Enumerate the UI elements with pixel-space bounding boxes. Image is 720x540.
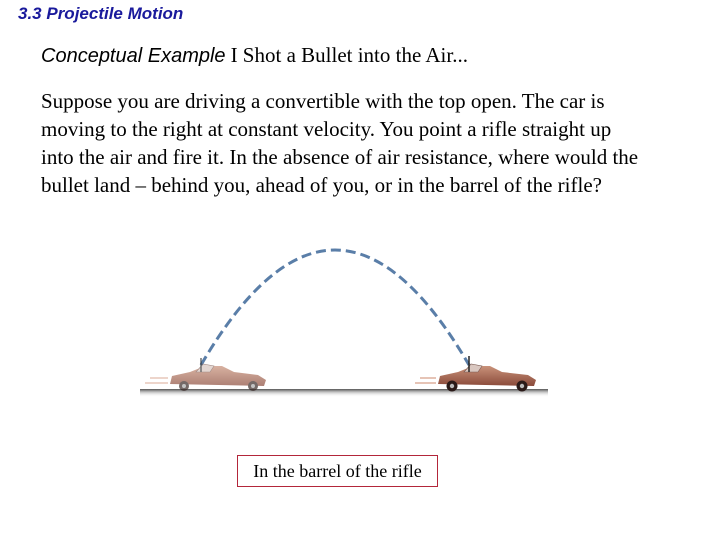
- car-start-icon: [145, 358, 266, 391]
- ground-line: [140, 389, 548, 397]
- car-end-icon: [415, 356, 536, 392]
- heading-title: I Shot a Bullet into the Air...: [230, 43, 468, 67]
- answer-box: In the barrel of the rifle: [237, 455, 438, 487]
- section-title: 3.3 Projectile Motion: [18, 4, 184, 23]
- heading-label: Conceptual Example: [41, 45, 226, 67]
- question-text: Suppose you are driving a convertible with the top open. The car is moving to the right at constant velocity. You point a rifle straight up into the air and fire it. In the absence of air resistance, where would the bullet land – behind you, ahead of you, or in the barrel of the rifle?: [41, 89, 639, 197]
- bullet-trajectory: [201, 250, 469, 365]
